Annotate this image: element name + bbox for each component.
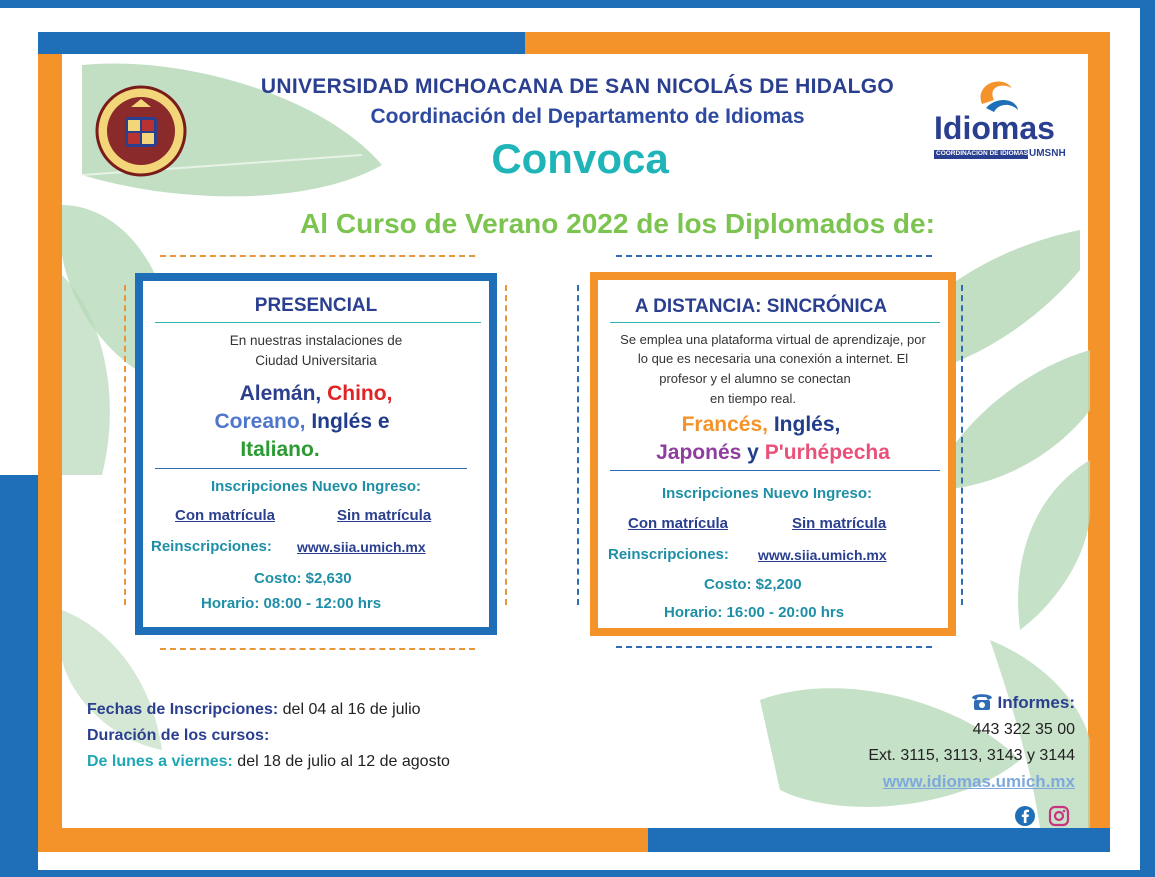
university-name: UNIVERSIDAD MICHOACANA DE SAN NICOLÁS DE HIDALGO [260,75,895,98]
distancia-website-link[interactable]: www.siia.umich.mx [758,547,887,563]
presencial-languages-line1 [143,380,489,408]
facebook-icon[interactable] [1014,805,1036,827]
language-chino: Chino, [327,382,393,405]
idiomas-logo-tagline: COORDINACIÓN DE IDIOMAS [936,150,1029,157]
distancia-description-4: en tiempo real. [710,391,796,406]
language-ingles-distancia: Inglés, [773,413,841,436]
presencial-description-2: Ciudad Universitaria [255,353,377,368]
distancia-card [590,272,956,636]
duracion-label: Duración de los cursos: [87,727,270,744]
distancia-description-2: lo que es necesaria una conexión a internet. El [637,351,909,366]
dias-label: De lunes a viernes: [87,753,233,770]
distancia-languages-line1 [582,411,940,439]
frame-bar-blue-left-edge [0,475,38,877]
dias-row [87,749,450,775]
distancia-description-3: profesor y el alumno se conectan [659,371,851,386]
department-name: Coordinación del Departamento de Idiomas [370,105,805,128]
frame-bar-orange-top-right [525,32,1110,54]
distancia-reinscripciones-label: Reinscripciones: [608,546,729,563]
presencial-languages-line2 [129,408,475,436]
frame-bar-top-white [0,8,1140,32]
presencial-sin-matricula-link[interactable]: Sin matrícula [337,507,432,524]
idiomas-logo-suffix: UMSNH [1029,148,1066,159]
language-aleman: Alemán, [239,382,322,405]
frame-bar-bottom-blue-strip [0,870,1155,877]
distancia-con-matricula-link[interactable]: Con matrícula [628,515,729,532]
distancia-inscripciones: Inscripciones Nuevo Ingreso: [661,485,873,502]
presencial-languages-line3 [107,436,453,464]
subheadline: Al Curso de Verano 2022 de los Diplomados de: [300,208,935,239]
language-italiano: Italiano. [240,438,320,461]
dias-value: del 18 de julio al 12 de agosto [237,753,450,770]
distancia-title-rule [610,322,940,323]
language-conjunction: y [747,441,759,464]
frame-bar-blue-top-left [38,32,525,54]
distancia-horario: Horario: 16:00 - 20:00 hrs [664,604,845,621]
presencial-horario: Horario: 08:00 - 12:00 hrs [201,595,382,612]
presencial-inscripciones: Inscripciones Nuevo Ingreso: [210,478,422,495]
idiomas-logo-word: Idiomas [934,110,1055,146]
headline: Convoca [491,135,669,182]
language-coreano: Coreano, [214,410,306,433]
frame-bar-top-blue [0,0,1155,8]
phone-icon [970,691,994,711]
dashed-line-left-b [505,285,507,605]
distancia-description-1: Se emplea una plataforma virtual de aprendizaje, por [620,332,926,347]
phone-extensions: Ext. 3115, 3113, 3143 y 3144 [868,747,1075,764]
language-purhepecha: P'urhépecha [764,441,890,464]
presencial-costo: Costo: $2,630 [254,570,352,587]
fechas-label: Fechas de Inscripciones: [87,701,279,718]
instagram-icon[interactable] [1048,805,1070,827]
frame-bar-blue-bottom [648,828,1110,852]
language-japones: Japonés [656,441,742,464]
distancia-langs-rule [610,470,940,471]
presencial-website-link[interactable]: www.siia.umich.mx [297,539,426,555]
distancia-costo: Costo: $2,200 [704,576,802,593]
footer-contact [770,690,1075,795]
dashed-line-top-right [616,255,932,257]
presencial-description-1: En nuestras instalaciones de [229,333,403,348]
dashed-line-right-b [961,285,963,605]
fechas-value: del 04 al 16 de julio [282,701,421,718]
informes-row [770,690,1075,717]
presencial-con-matricula-link[interactable]: Con matrícula [175,507,276,524]
dashed-line-top-left [160,255,475,257]
presencial-card [135,273,497,635]
language-ingles: Inglés e [311,410,390,433]
frame-bar-orange-bottom [38,828,648,852]
dashed-line-bottom-left [160,648,475,650]
footer-dates [87,697,450,775]
presencial-langs-rule [155,468,467,469]
phone-number: 443 322 35 00 [972,721,1075,738]
presencial-title-rule [155,322,481,323]
duracion-row [87,723,450,749]
distancia-languages-line2 [594,439,952,467]
presencial-reinscripciones-label: Reinscripciones: [151,538,272,555]
dashed-line-bottom-right [616,646,932,648]
language-frances: Francés, [681,413,768,436]
idiomas-website-link[interactable]: www.idiomas.umich.mx [882,772,1075,791]
distancia-title: A DISTANCIA: SINCRÓNICA [634,296,888,317]
distancia-sin-matricula-link[interactable]: Sin matrícula [792,515,887,532]
fechas-row [87,697,450,723]
informes-label: Informes: [997,693,1075,712]
dashed-line-right-a [577,285,579,605]
presencial-title: PRESENCIAL [254,295,378,316]
